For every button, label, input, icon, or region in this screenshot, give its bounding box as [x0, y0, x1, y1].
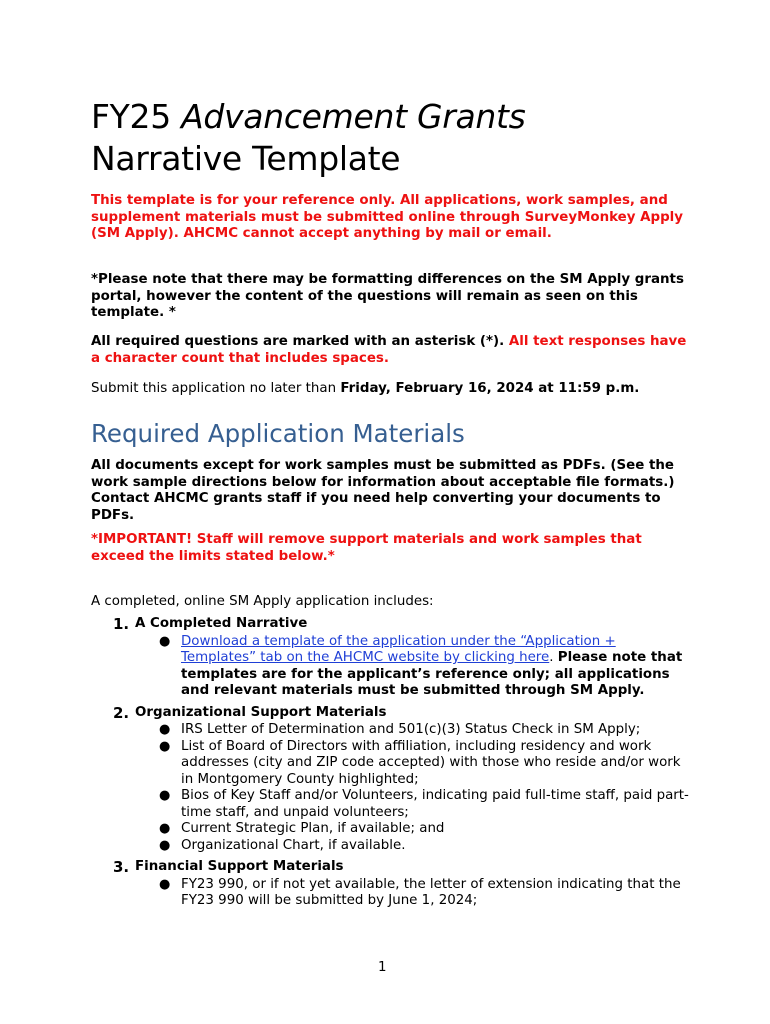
- item-number: 1.: [113, 615, 130, 633]
- list-item: [113, 838, 693, 855]
- list-item-financial: [113, 859, 693, 910]
- deadline-prefix: Submit this application no later than: [91, 381, 341, 396]
- title-italic: Advancement Grants: [181, 97, 526, 136]
- required-note-text: All required questions are marked with an asterisk (*).: [91, 334, 509, 349]
- list-item: [113, 821, 693, 838]
- list-item: [113, 634, 693, 700]
- bullet-text: Bios of Key Staff and/or Volunteers, indicating paid full-time staff, paid part-time staff, and unpaid volunteers;: [181, 788, 689, 820]
- deadline-date: Friday, February 16, 2024 at 11:59 p.m.: [340, 381, 640, 396]
- title-prefix: FY25: [91, 97, 182, 136]
- character-count-note: All text responses have a character count that includes spaces.: [91, 334, 687, 366]
- reference-notice: This template is for your reference only. All applications, work samples, and supplement materials must be submitted online through SurveyMonkey Apply (SM Apply). AHCMC cannot accept anything by mail or email.: [91, 193, 683, 241]
- bullet-icon: ●: [159, 821, 171, 836]
- reference-only-note: Please note that templates are for the applicant’s reference only; all applications and relevant materials must be submitted through SM Apply.: [181, 650, 683, 698]
- bullet-text: FY23 990, or if not yet available, the letter of extension indicating that the FY23 990 will be submitted by June 1, 2024;: [181, 876, 681, 908]
- bullet-text: IRS Letter of Determination and 501(c)(3) Status Check in SM Apply;: [181, 722, 641, 737]
- item-title: Financial Support Materials: [135, 859, 344, 874]
- item-title: Organizational Support Materials: [135, 704, 387, 720]
- materials-list: [113, 616, 693, 910]
- title-line2: Narrative Template: [91, 139, 401, 178]
- page-number: 1: [378, 960, 387, 975]
- bullet-icon: ●: [159, 788, 171, 803]
- list-item: [113, 788, 693, 821]
- bullet-text: Organizational Chart, if available.: [181, 837, 406, 853]
- required-note: [91, 334, 691, 367]
- list-item: [113, 722, 693, 739]
- sub-list: [113, 722, 693, 854]
- bullet-text: Current Strategic Plan, if available; and: [181, 821, 445, 836]
- list-item-narrative: [113, 616, 693, 700]
- deadline-line: [91, 381, 691, 398]
- page-title: [91, 96, 526, 180]
- bullet-text: List of Board of Directors with affiliation, including residency and work addresses (city and ZIP code accepted) with those who reside and/or work in Montgomery County highlighted;: [181, 738, 681, 787]
- important-note: *IMPORTANT! Staff will remove support materials and work samples that exceed the limits stated below.*: [91, 532, 642, 564]
- bullet-icon: ●: [159, 722, 171, 737]
- item-number: 3.: [113, 858, 130, 876]
- bullet-icon: ●: [159, 837, 171, 853]
- list-item: [113, 877, 693, 910]
- sub-list: [113, 634, 693, 700]
- bullet-icon: ●: [159, 738, 171, 754]
- template-download-link[interactable]: Download a template of the application under the “Application + Templates” tab on the AHCMC website by clicking here: [181, 633, 616, 665]
- link-punctuation: .: [549, 650, 558, 665]
- item-title: A Completed Narrative: [135, 616, 308, 631]
- item-number: 2.: [113, 703, 130, 722]
- includes-intro: A completed, online SM Apply application includes:: [91, 594, 434, 609]
- sub-list: [113, 877, 693, 910]
- list-item: [113, 739, 693, 789]
- section-heading: Required Application Materials: [91, 419, 465, 448]
- list-item-organizational: [113, 705, 693, 855]
- pdf-note: All documents except for work samples must be submitted as PDFs. (See the work sample directions below for information about acceptable file formats.) Contact AHCMC grants staff if you need help converting your documents to PDFs.: [91, 458, 675, 523]
- bullet-icon: ●: [159, 876, 171, 892]
- formatting-note: *Please note that there may be formatting differences on the SM Apply grants portal, however the content of the questions will remain as seen on this template. *: [91, 272, 684, 320]
- bullet-icon: ●: [159, 633, 171, 649]
